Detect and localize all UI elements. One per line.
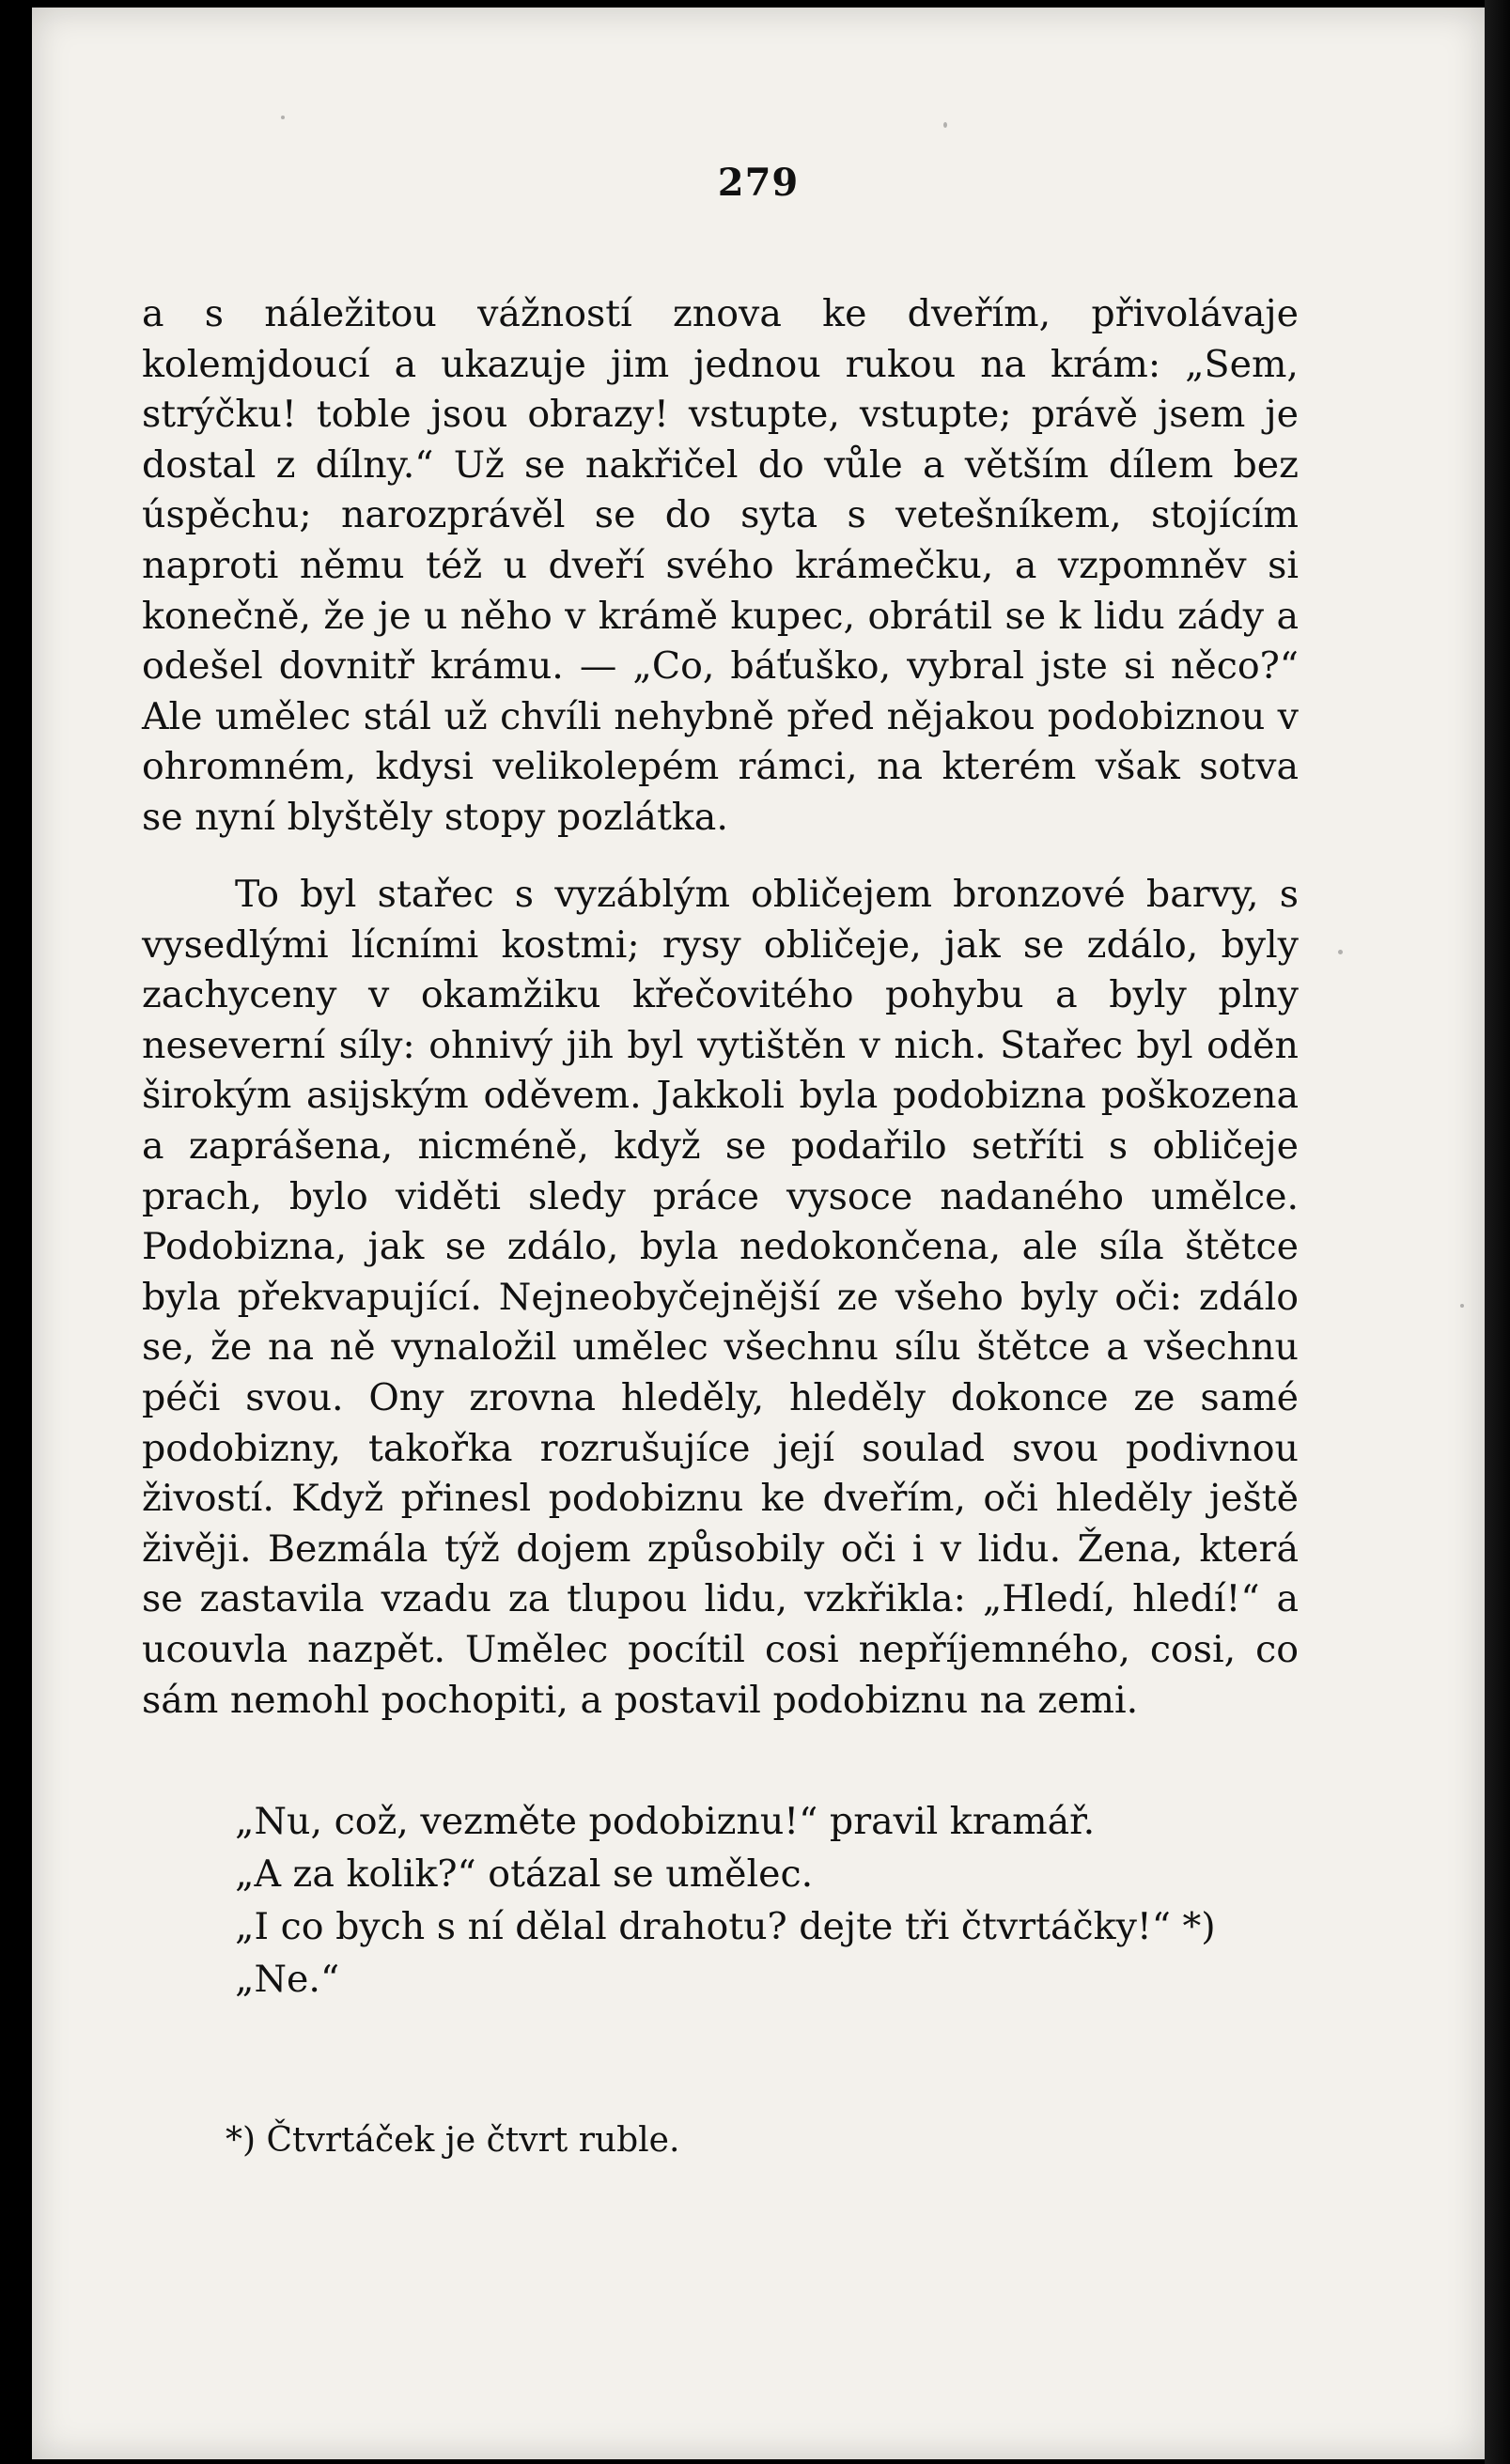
scan-speck (281, 116, 285, 119)
dialogue-line-2: „A za kolik?“ otázal se umělec. (235, 1852, 814, 1896)
scan-speck (943, 122, 947, 128)
scan-speck (1338, 950, 1343, 954)
dialogue-line-3: „I co bych s ní dělal drahotu? dejte tři čtvrtáčky!“ *) (235, 1905, 1216, 1948)
paragraph-2: To byl stařec s vyzáblým obličejem bronzové barvy, s vysedlými lícními kostmi; rysy obličeje, jak se zdálo, byly zachyceny v okamžiku křečovitého pohybu a byly plny neseverní síly: ohnivý jih byl vytištěn v nich. Stařec byl oděn širokým asijským oděvem. Jakkoli byla podobizna poškozena a zaprášena, nicméně, když se podařilo setříti s obličeje prach, bylo viděti sledy práce vysoce nadaného umělce. Podobizna, jak se zdálo, byla nedokončena, ale síla štětce byla překvapující. Nejneobyčejnější ze všeho byly oči: zdálo se, že na ně vynaložil umělec všechnu sílu štětce a všechnu péči svou. Ony zrovna hleděly, hleděly dokonce ze samé podobizny, takořka rozrušujíce její soulad svou podivnou živostí. Když přinesl podobiznu ke dveřím, oči hleděly ještě živěji. Bezmála týž dojem způsobily oči i v lidu. Žena, která se zastavila vzadu za tlupou lidu, vzkřikla: „Hledí, hledí!“ a ucouvla nazpět. Umělec pocítil cosi nepříjemného, cosi, co sám nemohl pochopiti, a postavil podobiznu na zemi. (142, 873, 1299, 1722)
scan-speck (1460, 1304, 1464, 1308)
body-text (142, 289, 1299, 844)
page-number: 279 (717, 161, 800, 205)
dialogue-block (142, 1795, 1299, 2006)
scan-edge (1485, 0, 1510, 2464)
footnote: *) Čtvrtáček je čtvrt ruble. (226, 2121, 680, 2160)
paragraph-1: a s náležitou vážností znova ke dveřím, přivolávaje kolemjdoucí a ukazuje jim jednou rukou na krám: „Sem, strýčku! toble jsou obrazy! vstupte, vstupte; právě jsem je dostal z dílny.“ Už se nakřičel do vůle a větším dílem bez úspěchu; narozprávěl se do syta s vetešníkem, stojícím naproti němu též u dveří svého krámečku, a vzpomněv si konečně, že je u něho v krámě kupec, obrátil se k lidu zády a odešel dovnitř krámu. — „Co, báťuško, vybral jste si něco?“ Ale umělec stál už chvíli nehybně před nějakou podobiznou v ohromném, kdysi velikolepém rámci, na kterém však sotva se nyní blyštěly stopy pozlátka. (142, 292, 1299, 839)
body-text-continued (142, 870, 1299, 1726)
dialogue-line-1: „Nu, což, vezměte podobiznu!“ pravil kramář. (235, 1800, 1096, 1843)
dialogue-line-4: „Ne.“ (235, 1958, 340, 2001)
book-page (32, 8, 1485, 2459)
